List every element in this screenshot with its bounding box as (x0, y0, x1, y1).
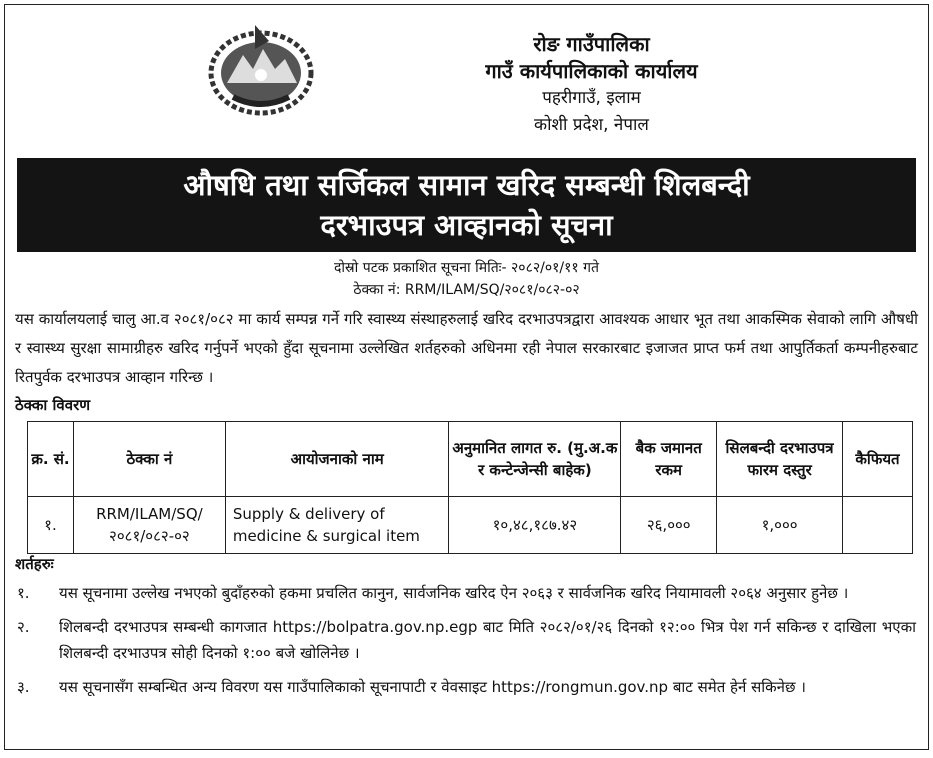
banner-line-2: दरभाउपत्र आव्हानको सूचना (320, 208, 613, 242)
intro-paragraph: यस कार्यालयलाई चालु आ.व २०८१/०८२ मा कार्य सम्पन्न गर्ने गरि स्वास्थ्य संस्थाहरुलाई खरिद दरभाउपत्रद्वारा आवश्यक आधार भूत तथा आकस्मिक सेवाको लागि औषधी र स्वास्थ्य सुरक्षा सामाग्रीहरु खरिद गर्नुपर्ने भएको हुँदा सूचनामा उल्लेखित शर्तहरुको अधिनमा रही नेपाल सरकारबाट इजाजत प्राप्त फर्म तथा आपुर्तिकर्ता कम्पनीहरुबाट रितपुर्वक दरभाउपत्र आव्हान गरिन्छ । (15, 310, 918, 386)
col-bank-guarantee: बैक जमानत रकम (621, 422, 717, 497)
office-header (255, 31, 928, 139)
letterhead (5, 5, 928, 155)
cell-form-fee: १,००० (717, 497, 843, 554)
cell-sn: १. (28, 497, 74, 554)
condition-number: २. (17, 618, 30, 636)
col-remarks: कैफियत (842, 422, 912, 497)
office-title: गाउँ कार्यपालिकाको कार्यालय (485, 59, 698, 83)
condition-text: शिलबन्दी दरभाउपत्र सम्बन्धी कागजात https://bolpatra.gov.np.egp बाट मिति २०८२/०१/२६ दिनको १२:०० भित्र पेश गर्न सकिन्छ र दाखिला भएका शिलबन्दी दरभाउपत्र सोही दिनको १:०० बजे खोलिनेछ । (59, 618, 916, 662)
office-name: रोङ गाउँपालिका (533, 32, 650, 56)
list-item (17, 580, 916, 606)
publish-info (5, 257, 928, 301)
condition-text: यस सूचनामा उल्लेख नभएको बुदाँहरुको हकमा प्रचलित कानुन, सार्वजनिक खरिद ऐन २०६३ र सार्वजनिक खरिद नियामावली २०६४ अनुसार हुनेछ । (59, 584, 849, 602)
table-row (28, 497, 913, 554)
col-contract-no: ठेक्का नं (73, 422, 225, 497)
notice-title-banner (17, 158, 916, 252)
notice-page (4, 4, 929, 750)
col-project-name: आयोजनाको नाम (225, 422, 449, 497)
banner-line-1: औषधि तथा सर्जिकल सामान खरिद सम्बन्धी शिलबन्दी (183, 168, 750, 202)
col-form-fee: सिलबन्दी दरभाउपत्र फारम दस्तुर (717, 422, 843, 497)
list-item (17, 674, 916, 700)
condition-number: ३. (17, 678, 30, 696)
cell-contract-no: RRM/ILAM/SQ/ २०८१/०८२-०२ (73, 497, 225, 554)
contract-details-title: ठेक्का विवरण (15, 396, 91, 414)
condition-number: १. (17, 584, 30, 602)
publish-date: दोस्रो पटक प्रकाशित सूचना मितिः- २०८२/०१/११ गते (334, 260, 599, 276)
cell-bank-guarantee: २६,००० (621, 497, 717, 554)
address-line-2: कोशी प्रदेश, नेपाल (534, 115, 649, 135)
col-estimate: अनुमानित लागत रु. (मु.अ.क र कन्टेन्जेन्सी बाहेक) (449, 422, 621, 497)
col-sn: क्र. सं. (28, 422, 74, 497)
contract-number: ठेक्का नं: RRM/ILAM/SQ/२०८१/०८२-०२ (353, 282, 580, 298)
list-item (17, 614, 916, 666)
cell-remarks (842, 497, 912, 554)
cell-project-name: Supply & delivery of medicine & surgical item (225, 497, 449, 554)
condition-text: यस सूचनासँग सम्बन्धित अन्य विवरण यस गाउँपालिकाको सूचनापाटी र वेवसाइट https://rongmun.gov.np बाट समेत हेर्न सकिनेछ । (59, 678, 806, 696)
conditions-title: शर्तहरुः (15, 555, 54, 573)
conditions-list (17, 580, 916, 708)
contract-table (27, 421, 913, 554)
cell-estimate: १०,४८,१८७.४२ (449, 497, 621, 554)
address-line-1: पहरीगाउँ, इलाम (542, 88, 641, 108)
table-header-row (28, 422, 913, 497)
